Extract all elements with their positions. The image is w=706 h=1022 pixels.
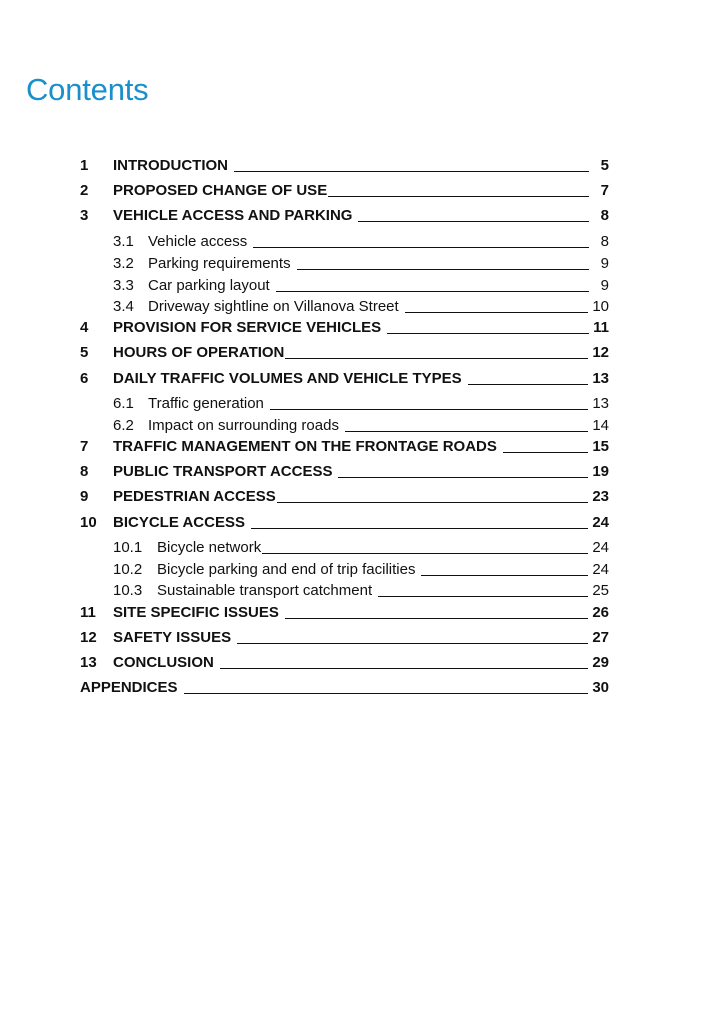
toc-entry-proposed-change-of-use[interactable] bbox=[80, 182, 609, 200]
toc-label: PUBLIC TRANSPORT ACCESS bbox=[113, 463, 333, 480]
toc-entry-provision-for-service-vehicles[interactable] bbox=[80, 319, 609, 337]
toc-entry-car-parking-layout[interactable] bbox=[113, 277, 609, 295]
dot-leader bbox=[276, 291, 589, 292]
toc-page: 23 bbox=[592, 488, 609, 505]
toc-number: 7 bbox=[80, 438, 89, 455]
toc-page: 19 bbox=[592, 463, 609, 480]
toc-label: DAILY TRAFFIC VOLUMES AND VEHICLE TYPES bbox=[113, 370, 462, 387]
toc-number: 10.3 bbox=[113, 582, 143, 599]
dot-leader bbox=[338, 477, 588, 478]
toc-entry-sustainable-transport-catchment[interactable] bbox=[113, 582, 609, 600]
dot-leader bbox=[270, 409, 588, 410]
toc-entry-appendices[interactable] bbox=[80, 679, 609, 697]
toc-label: TRAFFIC MANAGEMENT ON THE FRONTAGE ROADS bbox=[113, 438, 497, 455]
toc-page: 9 bbox=[600, 277, 609, 294]
toc-entry-conclusion[interactable] bbox=[80, 654, 609, 672]
toc-number: 3.4 bbox=[113, 298, 134, 315]
toc-entry-site-specific-issues[interactable] bbox=[80, 604, 609, 622]
toc-number: 4 bbox=[80, 319, 89, 336]
toc-label: CONCLUSION bbox=[113, 654, 214, 671]
toc-page: 27 bbox=[592, 629, 609, 646]
toc-label: PROPOSED CHANGE OF USE bbox=[113, 182, 328, 199]
toc-page: 7 bbox=[600, 182, 609, 199]
toc-entry-bicycle-access[interactable] bbox=[80, 514, 609, 532]
toc-number: 3.1 bbox=[113, 233, 134, 250]
dot-leader bbox=[184, 693, 589, 694]
toc-page: 13 bbox=[592, 395, 609, 412]
toc-label: Bicycle network bbox=[157, 539, 262, 556]
dot-leader bbox=[251, 528, 588, 529]
toc-label: HOURS OF OPERATION bbox=[113, 344, 285, 361]
toc-number: 13 bbox=[80, 654, 97, 671]
toc-entry-hours-of-operation[interactable] bbox=[80, 344, 609, 362]
toc-label: APPENDICES bbox=[80, 679, 178, 696]
dot-leader bbox=[358, 221, 589, 222]
toc-page: 12 bbox=[592, 344, 609, 361]
toc-number: 9 bbox=[80, 488, 89, 505]
toc-number: 12 bbox=[80, 629, 97, 646]
toc-page: 5 bbox=[600, 157, 609, 174]
dot-leader bbox=[234, 171, 589, 172]
dot-leader bbox=[297, 269, 589, 270]
dot-leader bbox=[405, 312, 589, 313]
toc-label: INTRODUCTION bbox=[113, 157, 228, 174]
toc-entry-public-transport-access[interactable] bbox=[80, 463, 609, 481]
toc-number: 10 bbox=[80, 514, 97, 531]
toc-page: 15 bbox=[592, 438, 609, 455]
toc-label: Traffic generation bbox=[148, 395, 264, 412]
toc-entry-bicycle-network[interactable] bbox=[113, 539, 609, 557]
toc-label: PROVISION FOR SERVICE VEHICLES bbox=[113, 319, 382, 336]
dot-leader bbox=[253, 247, 589, 248]
toc-number: 3 bbox=[80, 207, 89, 224]
toc-label: Vehicle access bbox=[148, 233, 248, 250]
dot-leader bbox=[328, 196, 589, 197]
toc-page: 26 bbox=[592, 604, 609, 621]
dot-leader bbox=[421, 575, 588, 576]
toc-label: Driveway sightline on Villanova Street bbox=[148, 298, 399, 315]
toc-number: 3.3 bbox=[113, 277, 134, 294]
toc-label: Car parking layout bbox=[148, 277, 270, 294]
dot-leader bbox=[277, 502, 589, 503]
toc-page: 24 bbox=[592, 539, 609, 556]
toc-number: 1 bbox=[80, 157, 89, 174]
dot-leader bbox=[285, 358, 588, 359]
toc-page: 14 bbox=[592, 417, 609, 434]
toc-entry-pedestrian-access[interactable] bbox=[80, 488, 609, 506]
toc-entry-introduction[interactable] bbox=[80, 157, 609, 175]
toc-label: VEHICLE ACCESS AND PARKING bbox=[113, 207, 353, 224]
page-title: Contents bbox=[26, 72, 149, 107]
dot-leader bbox=[285, 618, 588, 619]
toc-label: Sustainable transport catchment bbox=[157, 582, 373, 599]
toc-page: 29 bbox=[592, 654, 609, 671]
toc-entry-vehicle-access-and-parking[interactable] bbox=[80, 207, 609, 225]
toc-entry-parking-requirements[interactable] bbox=[113, 255, 609, 273]
dot-leader bbox=[262, 553, 588, 554]
toc-number: 5 bbox=[80, 344, 89, 361]
toc-page: 8 bbox=[600, 233, 609, 250]
toc-label: Parking requirements bbox=[148, 255, 291, 272]
dot-leader bbox=[220, 668, 588, 669]
toc-page: 10 bbox=[592, 298, 609, 315]
dot-leader bbox=[387, 333, 589, 334]
dot-leader bbox=[345, 431, 588, 432]
toc-label: SITE SPECIFIC ISSUES bbox=[113, 604, 279, 621]
dot-leader bbox=[468, 384, 589, 385]
toc-page: 8 bbox=[600, 207, 609, 224]
toc-entry-traffic-generation[interactable] bbox=[113, 395, 609, 413]
toc-number: 10.1 bbox=[113, 539, 143, 556]
toc-label: Impact on surrounding roads bbox=[148, 417, 339, 434]
toc-label: BICYCLE ACCESS bbox=[113, 514, 245, 531]
toc-number: 2 bbox=[80, 182, 89, 199]
toc-page: 30 bbox=[592, 679, 609, 696]
toc-entry-bicycle-parking[interactable] bbox=[113, 561, 609, 579]
toc-page: 13 bbox=[592, 370, 609, 387]
toc-page: 9 bbox=[600, 255, 609, 272]
toc-entry-impact-on-surrounding-roads[interactable] bbox=[113, 417, 609, 435]
toc-page: 24 bbox=[592, 561, 609, 578]
toc-page: 24 bbox=[592, 514, 609, 531]
toc-entry-traffic-management[interactable] bbox=[80, 438, 609, 456]
toc-page: 25 bbox=[592, 582, 609, 599]
toc-label: PEDESTRIAN ACCESS bbox=[113, 488, 276, 505]
toc-entry-vehicle-access[interactable] bbox=[113, 233, 609, 251]
toc-label: Bicycle parking and end of trip facilities bbox=[157, 561, 416, 578]
toc-label: SAFETY ISSUES bbox=[113, 629, 232, 646]
toc-number: 6.2 bbox=[113, 417, 134, 434]
dot-leader bbox=[237, 643, 588, 644]
toc-number: 6 bbox=[80, 370, 89, 387]
toc-number: 8 bbox=[80, 463, 89, 480]
toc-entry-safety-issues[interactable] bbox=[80, 629, 609, 647]
toc-number: 10.2 bbox=[113, 561, 143, 578]
dot-leader bbox=[378, 596, 588, 597]
toc-number: 6.1 bbox=[113, 395, 134, 412]
toc-entry-daily-traffic-volumes[interactable] bbox=[80, 370, 609, 388]
toc-number: 3.2 bbox=[113, 255, 134, 272]
toc-page: 11 bbox=[593, 319, 609, 336]
toc-entry-driveway-sightline[interactable] bbox=[113, 298, 609, 316]
toc-number: 11 bbox=[80, 604, 96, 621]
dot-leader bbox=[503, 452, 588, 453]
